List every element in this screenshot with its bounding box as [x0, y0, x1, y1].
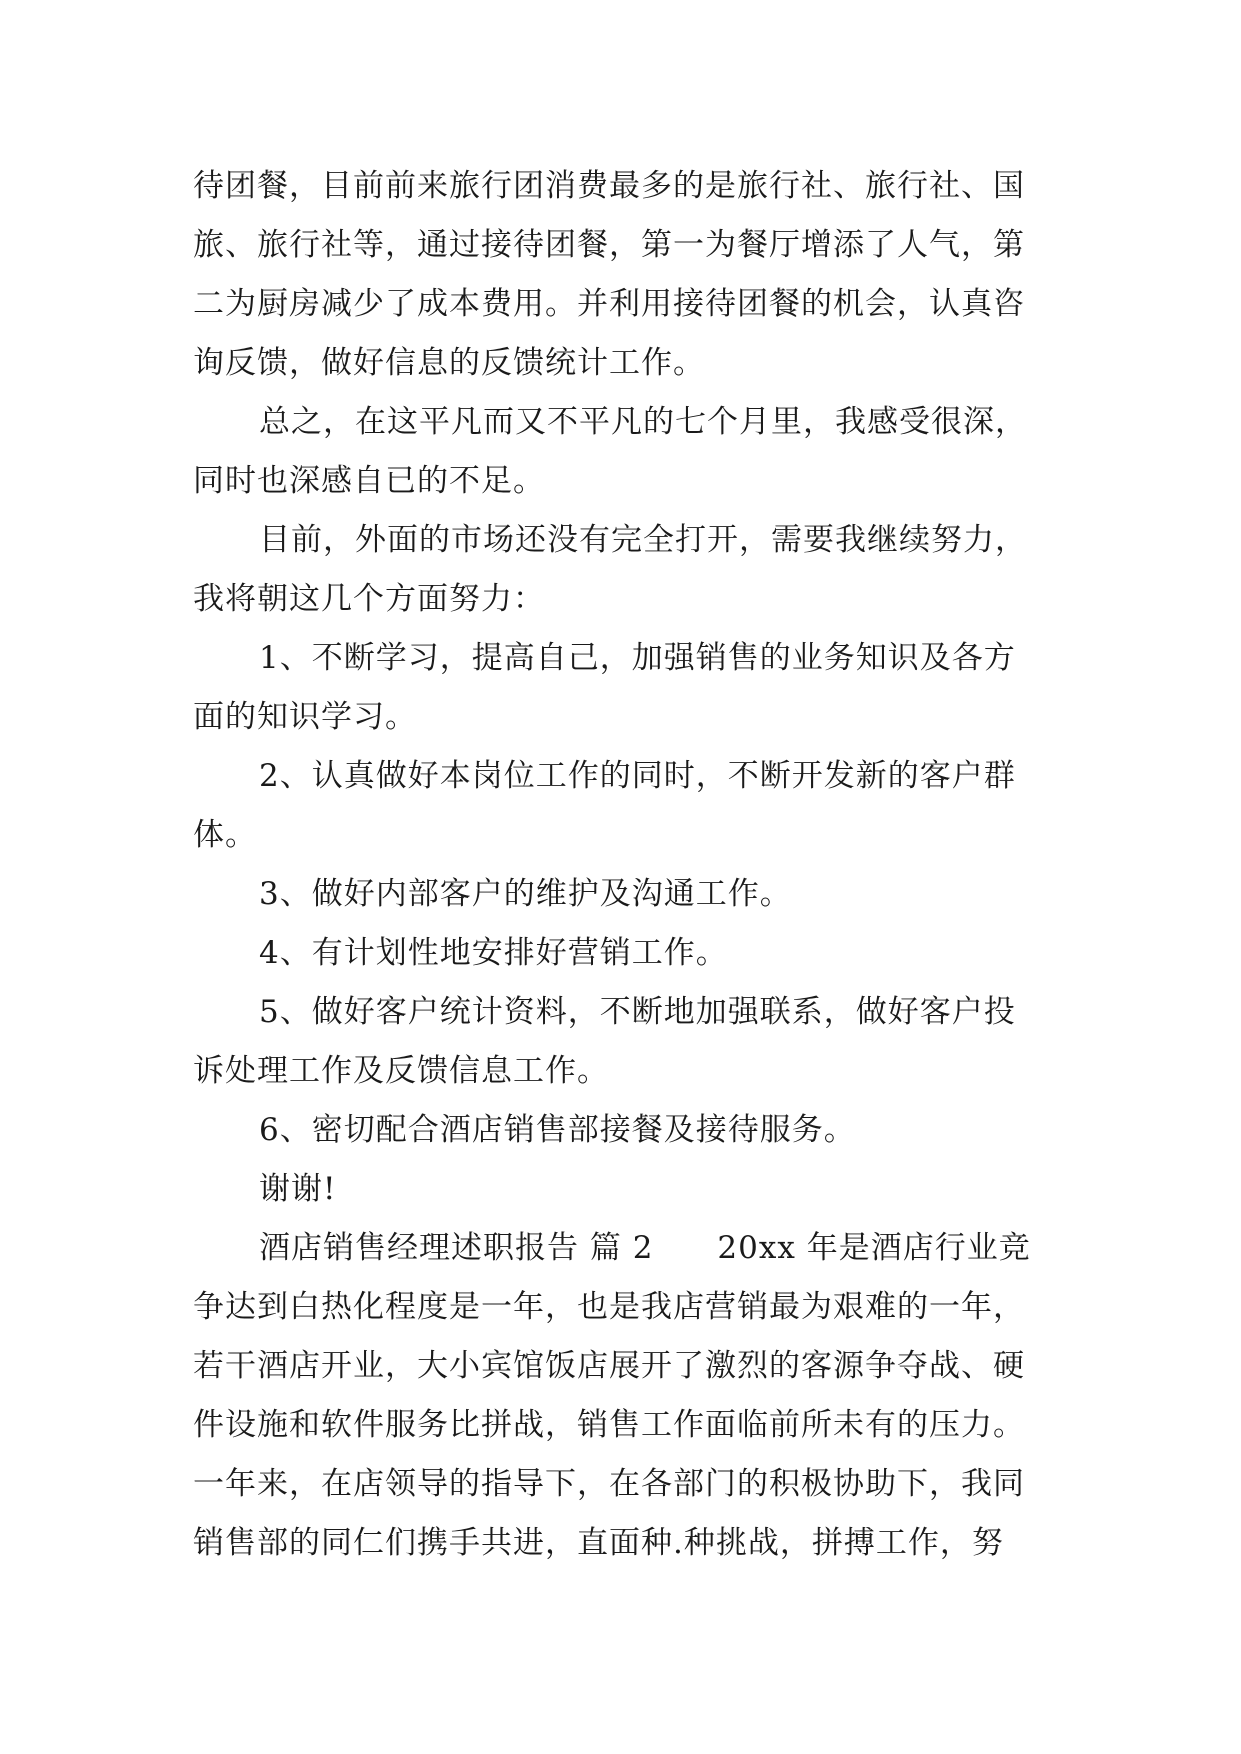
text-line-2: 旅、旅行社等，通过接待团餐，第一为餐厅增添了人气，第 — [193, 227, 1025, 263]
text-line-7: 目前，外面的市场还没有完全打开，需要我继续努力， — [259, 522, 1027, 558]
text-line-21: 若干酒店开业，大小宾馆饭店展开了激烈的客源争夺战、硬 — [193, 1348, 1025, 1384]
text-line-18: 谢谢! — [259, 1171, 337, 1207]
text-line-24: 销售部的同仁们携手共进，直面种.种挑战，拼搏工作，努 — [193, 1525, 1004, 1561]
text-line-3: 二为厨房减少了成本费用。并利用接待团餐的机会，认真咨 — [193, 286, 1025, 322]
text-line-14: 4、有计划性地安排好营销工作。 — [259, 935, 728, 971]
text-line-5: 总之，在这平凡而又不平凡的七个月里，我感受很深， — [259, 404, 1027, 440]
text-line-16: 诉处理工作及反馈信息工作。 — [193, 1053, 609, 1089]
text-line-6: 同时也深感自已的不足。 — [193, 463, 545, 499]
text-line-1: 待团餐，目前前来旅行团消费最多的是旅行社、旅行社、国 — [193, 168, 1025, 204]
text-line-13: 3、做好内部客户的维护及沟通工作。 — [259, 876, 792, 912]
text-line-22: 件设施和软件服务比拼战，销售工作面临前所未有的压力。 — [193, 1407, 1025, 1443]
text-line-17: 6、密切配合酒店销售部接餐及接待服务。 — [259, 1112, 856, 1148]
text-line-12: 体。 — [193, 817, 257, 853]
text-line-8: 我将朝这几个方面努力： — [193, 581, 545, 617]
text-line-4: 询反馈，做好信息的反馈统计工作。 — [193, 345, 705, 381]
text-line-11: 2、认真做好本岗位工作的同时，不断开发新的客户群 — [259, 758, 1016, 794]
text-line-19: 酒店销售经理述职报告 篇 2 20xx 年是酒店行业竞 — [259, 1230, 1031, 1266]
text-line-15: 5、做好客户统计资料，不断地加强联系，做好客户投 — [259, 994, 1016, 1030]
text-line-10: 面的知识学习。 — [193, 699, 417, 735]
text-line-23: 一年来，在店领导的指导下，在各部门的积极协助下，我同 — [193, 1466, 1025, 1502]
text-line-9: 1、不断学习，提高自己，加强销售的业务知识及各方 — [259, 640, 1016, 676]
text-line-20: 争达到白热化程度是一年，也是我店营销最为艰难的一年， — [193, 1289, 1025, 1325]
